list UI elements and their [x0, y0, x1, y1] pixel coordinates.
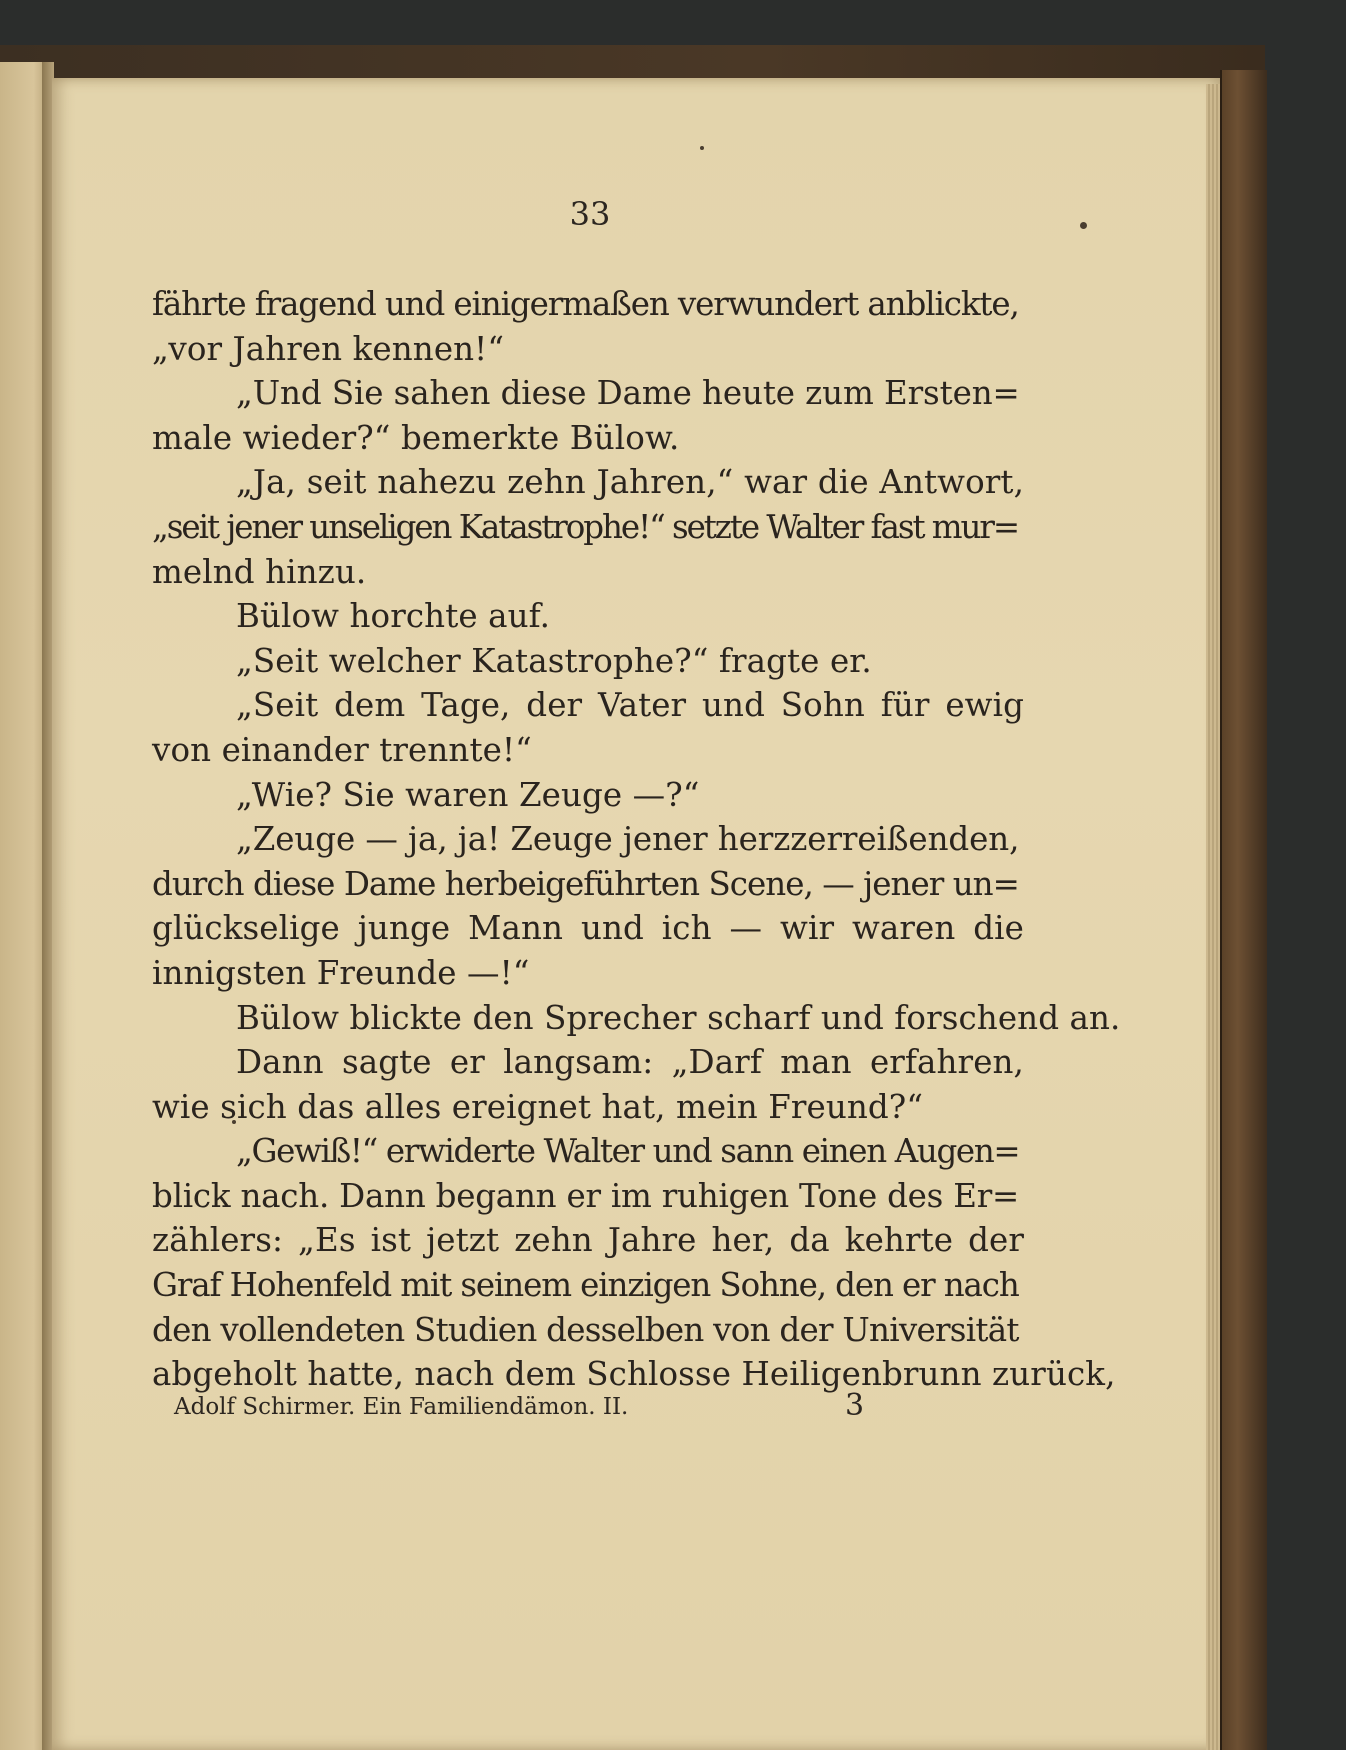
text-line: glückselige junge Mann und ich — wir waren die — [152, 909, 1024, 948]
text-line: fährte fragend und einigermaßen verwundert anblickte, — [152, 285, 1019, 323]
page-number: 33 — [569, 195, 611, 233]
text-line: wie sich das alles ereignet hat, mein Freund?“ — [152, 1087, 924, 1126]
signature-mark: 3 — [845, 1388, 865, 1423]
text-line: Dann sagte er langsam: „Darf man erfahren, — [236, 1043, 1024, 1082]
text-line: durch diese Dame herbeigeführten Scene, — jener un= — [152, 864, 1019, 903]
text-line: Graf Hohenfeld mit seinem einzigen Sohne, den er nach — [152, 1266, 1019, 1305]
page-text — [152, 282, 1121, 1397]
text-line: „vor Jahren kennen!“ — [152, 329, 505, 368]
text-line: „Seit dem Tage, der Vater und Sohn für ewig — [236, 686, 1024, 725]
footer-imprint: Adolf Schirmer. Ein Familiendämon. II. — [174, 1394, 629, 1420]
text-line: melnd hinzu. — [152, 552, 367, 591]
facing-page-edge — [0, 62, 48, 1750]
book-spine — [1220, 70, 1267, 1750]
text-line: „Ja, seit nahezu zehn Jahren,“ war die Antwort, — [236, 463, 1024, 502]
text-line: „Gewiß!“ erwiderte Walter und sann einen Augen= — [236, 1132, 1020, 1171]
text-line: „seit jener unseligen Katastrophe!“ setzte Walter fast mur= — [152, 507, 1019, 546]
paper-speck — [700, 146, 704, 150]
text-line: den vollendeten Studien desselben von der Universität — [152, 1310, 1019, 1349]
text-line: zählers: „Es ist jetzt zehn Jahre her, da kehrte der — [152, 1221, 1024, 1260]
text-line: innigsten Freunde —!“ — [152, 953, 530, 992]
text-line: abgeholt hatte, nach dem Schlosse Heiligenbrunn zurück, — [152, 1355, 1116, 1394]
text-line: „Seit welcher Katastrophe?“ fragte er. — [236, 641, 872, 680]
text-line: „Zeuge — ja, ja! Zeuge jener herzzerreißenden, — [236, 820, 1020, 859]
text-line: Bülow blickte den Sprecher scharf und forschend an. — [236, 998, 1121, 1037]
text-line: „Wie? Sie waren Zeuge —?“ — [236, 775, 700, 814]
paper-speck — [1080, 222, 1087, 229]
text-line: male wieder?“ bemerkte Bülow. — [152, 418, 680, 457]
text-line: blick nach. Dann begann er im ruhigen Tone des Er= — [152, 1176, 1019, 1215]
text-line: „Und Sie sahen diese Dame heute zum Ersten= — [236, 374, 1020, 413]
text-line: Bülow horchte auf. — [236, 597, 551, 636]
text-line: von einander trennte!“ — [152, 730, 532, 769]
